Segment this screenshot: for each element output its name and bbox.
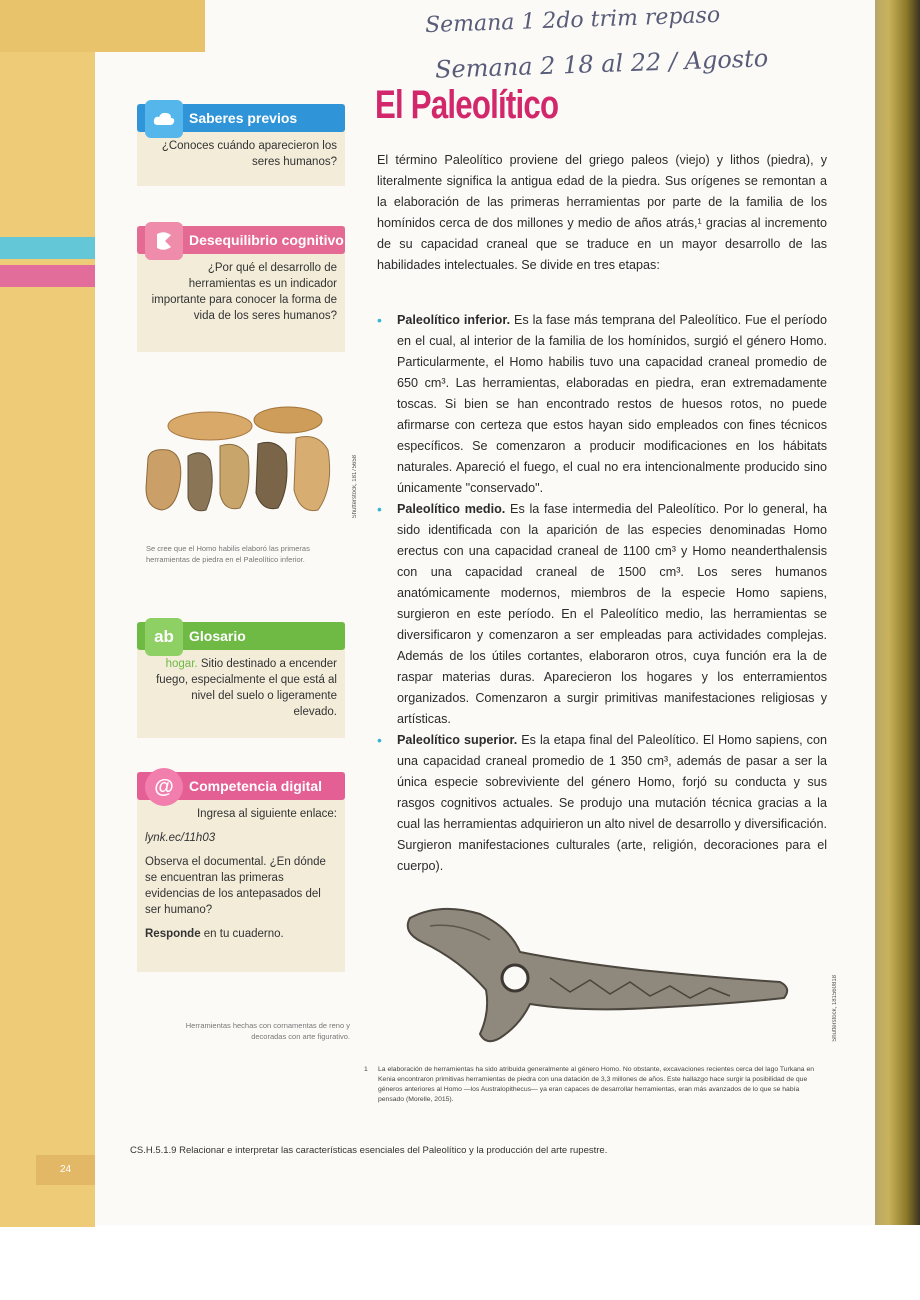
competencia-header xyxy=(137,772,345,800)
page-edge-shadow xyxy=(875,0,920,1225)
stage-title: Paleolítico superior. xyxy=(397,733,518,747)
saberes-previos-title: Saberes previos xyxy=(189,110,298,126)
photo-credit-1: Shutterstock, 18175658 xyxy=(352,455,358,519)
competencia-digital-box xyxy=(137,772,345,972)
handwritten-note-line2: Semana 2 18 al 22 / Agosto xyxy=(434,44,769,84)
glosario-title: Glosario xyxy=(189,628,246,644)
pink-stripe xyxy=(0,265,95,287)
stage-title: Paleolítico medio. xyxy=(397,502,506,516)
stage-text: Es la etapa final del Paleolítico. El Homo sapiens, con una capacidad craneal promedio de 1 350 cm³, además de pasar a ser la única especie sobreviviente del género Homo, forjó su conducta y sus rasgos cognitivos actuales. Se produjo una mutación técnica gracias a la cual las herramientas adquirieron un alto nivel de desarrollo y diversificación. Surgieron manifestaciones culturales (arte, religión, decoraciones para el cuerpo). xyxy=(397,733,827,873)
stages-list xyxy=(377,310,827,877)
competencia-respond xyxy=(145,926,337,942)
footnote-text: La elaboración de herramientas ha sido atribuida generalmente al género Homo. No obstante, excavaciones recientes cerca del lago Turkana en Kenia encontraron primitivas herramientas de piedra con una datación de 3,3 millones de años. Este hallazgo hace surgir la posibilidad de que géneros anteriores al Homo —los Australopithecus— ya eran capaces de desarrollar herramientas, eran más avanzados de lo que se había pensado (Morelle, 2015). xyxy=(378,1066,815,1103)
page-title: El Paleolítico xyxy=(375,83,559,127)
glosario-box xyxy=(137,622,345,738)
skill-code: CS.H.5.1.9 Relacionar e interpretar las características esenciales del Paleolítico y la producción del arte rupestre. xyxy=(130,1145,608,1156)
intro-paragraph: El término Paleolítico proviene del griego paleos (viejo) y lithos (piedra), y literalmente significa la antigua edad de la piedra. Sus orígenes se remontan a la elaboración de las primeras herramientas por parte de la familia de los homínidos cerca de dos millones y medio de años atrás,¹ gracias al incremento de su capacidad craneal que se traduce en un mayor desarrollo de las habilidades intelectuales. Se divide en tres etapas: xyxy=(377,153,827,272)
stage-medio xyxy=(377,499,827,730)
saberes-previos-header xyxy=(137,104,345,132)
tools-caption: Se cree que el Homo habilis elaboró las primeras herramientas de piedra en el Paleolítico inferior. xyxy=(146,544,310,564)
brain-icon xyxy=(145,222,183,260)
glossary-ab-icon: ab xyxy=(145,618,183,656)
stage-inferior xyxy=(377,310,827,499)
stone-tools-photo xyxy=(140,398,340,528)
footnote xyxy=(364,1065,825,1105)
bullet-icon: • xyxy=(377,501,382,517)
antler-caption: Herramientas hechas con cornamentas de reno y decoradas con arte figurativo. xyxy=(185,1021,350,1041)
antler-tool-photo xyxy=(400,900,795,1050)
cloud-icon xyxy=(145,100,183,138)
glosario-definition: Sitio destinado a encender fuego, especialmente el que está al nivel del suelo o ligeramente elevado. xyxy=(156,658,337,718)
desequilibrio-question: ¿Por qué el desarrollo de herramientas es un indicador importante para conocer la forma de vida de los seres humanos? xyxy=(151,262,337,322)
glosario-term: hogar. xyxy=(165,658,198,670)
handwritten-note-line1: Semana 1 2do trim repaso xyxy=(424,2,721,39)
desequilibrio-box xyxy=(137,226,345,352)
glosario-entry xyxy=(137,650,345,728)
footnote-number: 1 xyxy=(364,1066,368,1073)
respond-bold: Responde xyxy=(145,928,201,940)
bullet-icon: • xyxy=(377,732,382,748)
bullet-icon: • xyxy=(377,312,382,328)
competencia-content xyxy=(137,800,345,950)
competencia-link[interactable]: lynk.ec/11h03 xyxy=(145,832,216,844)
left-margin-band xyxy=(0,52,95,1227)
scan-bottom-margin xyxy=(0,1225,920,1300)
page-number: 24 xyxy=(36,1155,95,1185)
respond-rest: en tu cuaderno. xyxy=(200,928,284,940)
saberes-previos-question: ¿Conoces cuándo aparecieron los seres humanos? xyxy=(161,140,337,168)
competencia-intro: Ingresa al siguiente enlace: xyxy=(196,808,337,820)
stage-title: Paleolítico inferior. xyxy=(397,313,511,327)
competencia-title: Competencia digital xyxy=(189,778,323,794)
at-sign-icon: @ xyxy=(145,768,183,806)
stage-text: Es la fase intermedia del Paleolítico. Por lo general, ha sido identificada con la aparición de las especies denominadas Homo erectus con una capacidad craneal de 1100 cm³ y Homo neanderthalensis con una capacidad craneal de 1500 cm³. Los seres humanos anatómicamente modernos, miembros de la especie Homo sapiens, surgieron en este período. En el Paleolítico medio, las herramientas se diversificaron y comenzaron a ser empleadas para actividades complejas. Además de los útiles cortantes, elaboraron otros, cuya función era la de raspar materias duras. Aparecieron los hogares y los enterramientos organizados. Comenzaron a surgir primitivas manifestaciones religiosas y artísticas. xyxy=(397,502,828,726)
blue-stripe xyxy=(0,237,95,259)
saberes-previos-box xyxy=(137,104,345,186)
stage-text: Es la fase más temprana del Paleolítico. Fue el período en el cual, al interior de la familia de los homínidos, surgió el género Homo. Particularmente, el Homo habilis tuvo una capacidad craneal promedio de 650 cm³. Las herramientas, elaboradas en piedra, eran extremadamente toscas. Si bien se han encontrado restos de huesos rotos, no puede afirmarse con certeza que estos hayan sido empleados con fines técnicos específicos. Se comenzaron a producir modificaciones en los hábitats naturales. Apareció el fuego, el cual no era intencionalmente producido sino únicamente "conservado". xyxy=(397,313,827,495)
competencia-task: Observa el documental. ¿En dónde se encuentran las primeras evidencias de los antepasados del ser humano? xyxy=(145,856,326,916)
corner-decoration xyxy=(0,0,205,52)
stage-superior xyxy=(377,730,827,877)
glosario-header xyxy=(137,622,345,650)
photo-credit-2: Shutterstock, 181560818 xyxy=(832,975,838,1042)
desequilibrio-title: Desequilibrio cognitivo xyxy=(189,232,344,248)
desequilibrio-header xyxy=(137,226,345,254)
